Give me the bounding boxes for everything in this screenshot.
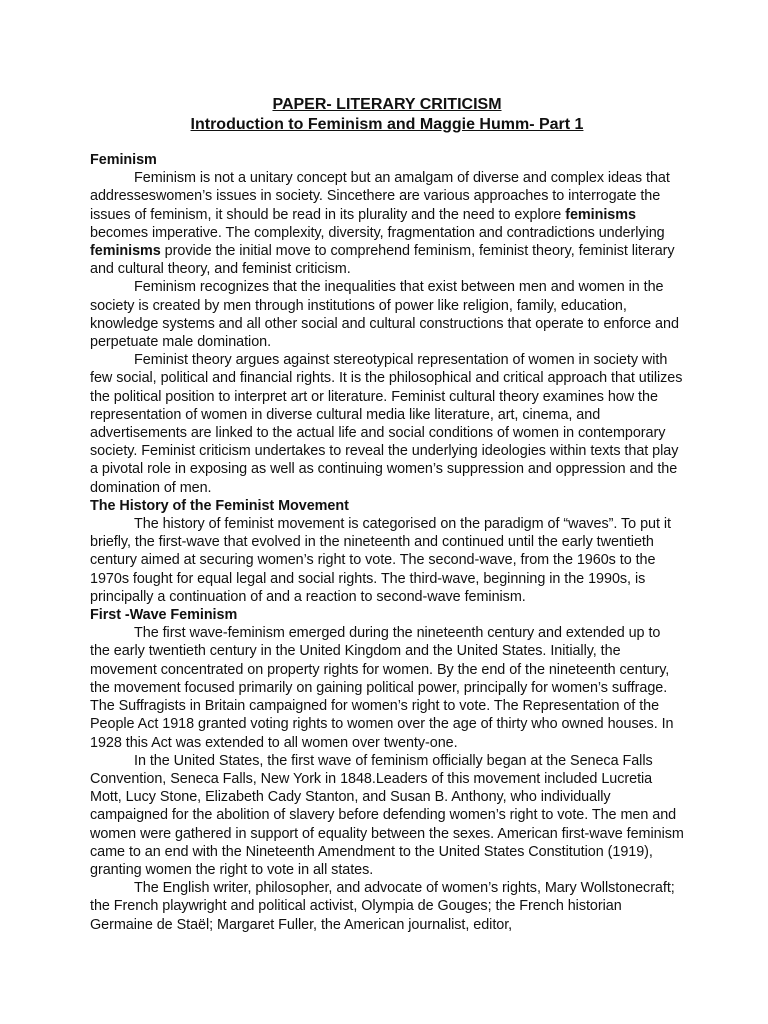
paragraph-first-wave-1: The first wave-feminism emerged during the nineteenth century and extended up to the early twentieth century in the United Kingdom and the United States. Initially, the movement concentrated on property rights for women. By the end of the nineteenth century, the movement focused primarily on gaining political power, principally for women’s suffrage. The Suffragists in Britain campaigned for women’s right to vote. The Representation of the People Act 1918 granted voting rights to women over the age of thirty who owned houses. In 1928 this Act was extended to all women over twenty-one. — [90, 625, 674, 751]
bold-term: feminisms — [90, 243, 161, 260]
text-run: provide the initial move to comprehend feminism, feminist theory, feminist literary and cultural theory, and feminist criticism. — [90, 243, 675, 278]
paragraph-history-1: The history of feminist movement is categorised on the paradigm of “waves”. To put it briefly, the first-wave that evolved in the nineteenth and continued until the early twentieth century aimed at securing women’s right to vote. The second-wave, from the 1960s to the 1970s fought for equal legal and social rights. The third-wave, beginning in the 1990s, is principally a continuation of and a reaction to second-wave feminism. — [90, 516, 671, 605]
section-heading-first-wave: First -Wave Feminism — [90, 607, 238, 624]
paragraph-first-wave-3: The English writer, philosopher, and advocate of women’s rights, Mary Wollstonecraft; the French playwright and political activist, Olympia de Gouges; the French historian Germaine de Staël; Margaret Fuller, the American journalist, editor, — [90, 880, 675, 933]
title-line-1: PAPER- LITERARY CRITICISM — [272, 96, 502, 113]
document-title — [90, 95, 684, 135]
paragraph-feminism-1 — [90, 169, 684, 278]
document-body — [90, 151, 684, 934]
bold-term: feminisms — [565, 206, 636, 223]
text-run: Feminism is not a unitary concept but an amalgam of diverse and complex ideas that addresseswomen’s issues in society. Sincethere are various approaches to interrogate the issues of feminism, it should be read in its plurality and the need to explore — [90, 170, 670, 223]
text-run: becomes imperative. The complexity, diversity, fragmentation and contradictions underlying — [90, 224, 665, 241]
paragraph-feminism-2: Feminism recognizes that the inequalities that exist between men and women in the society is created by men through institutions of power like religion, family, education, knowledge systems and all other social and cultural constructions that operate to enforce and perpetuate male domination. — [90, 279, 679, 351]
section-heading-history: The History of the Feminist Movement — [90, 497, 349, 514]
paragraph-first-wave-2: In the United States, the first wave of feminism officially began at the Seneca Falls Convention, Seneca Falls, New York in 1848.Leaders of this movement included Lucretia Mott, Lucy Stone, Elizabeth Cady Stanton, and Susan B. Anthony, who individually campaigned for the abolition of slavery before defending women’s right to vote. The men and women were gathered in support of equality between the sexes. American first-wave feminism came to an end with the Nineteenth Amendment to the United States Constitution (1919), granting women the right to vote in all states. — [90, 752, 684, 878]
paragraph-feminism-3: Feminist theory argues against stereotypical representation of women in society with few social, political and financial rights. It is the philosophical and critical approach that utilizes the political position to interpret art or literature. Feminist cultural theory examines how the representation of women in diverse cultural media like literature, art, cinema, and advertisements are linked to the actual life and social conditions of women in contemporary society. Feminist criticism undertakes to reveal the underlying ideologies within texts that play a pivotal role in exposing as well as continuing women’s suppression and oppression and the domination of men. — [90, 352, 683, 496]
title-line-2: Introduction to Feminism and Maggie Humm- Part 1 — [190, 116, 584, 133]
section-heading-feminism: Feminism — [90, 152, 157, 168]
